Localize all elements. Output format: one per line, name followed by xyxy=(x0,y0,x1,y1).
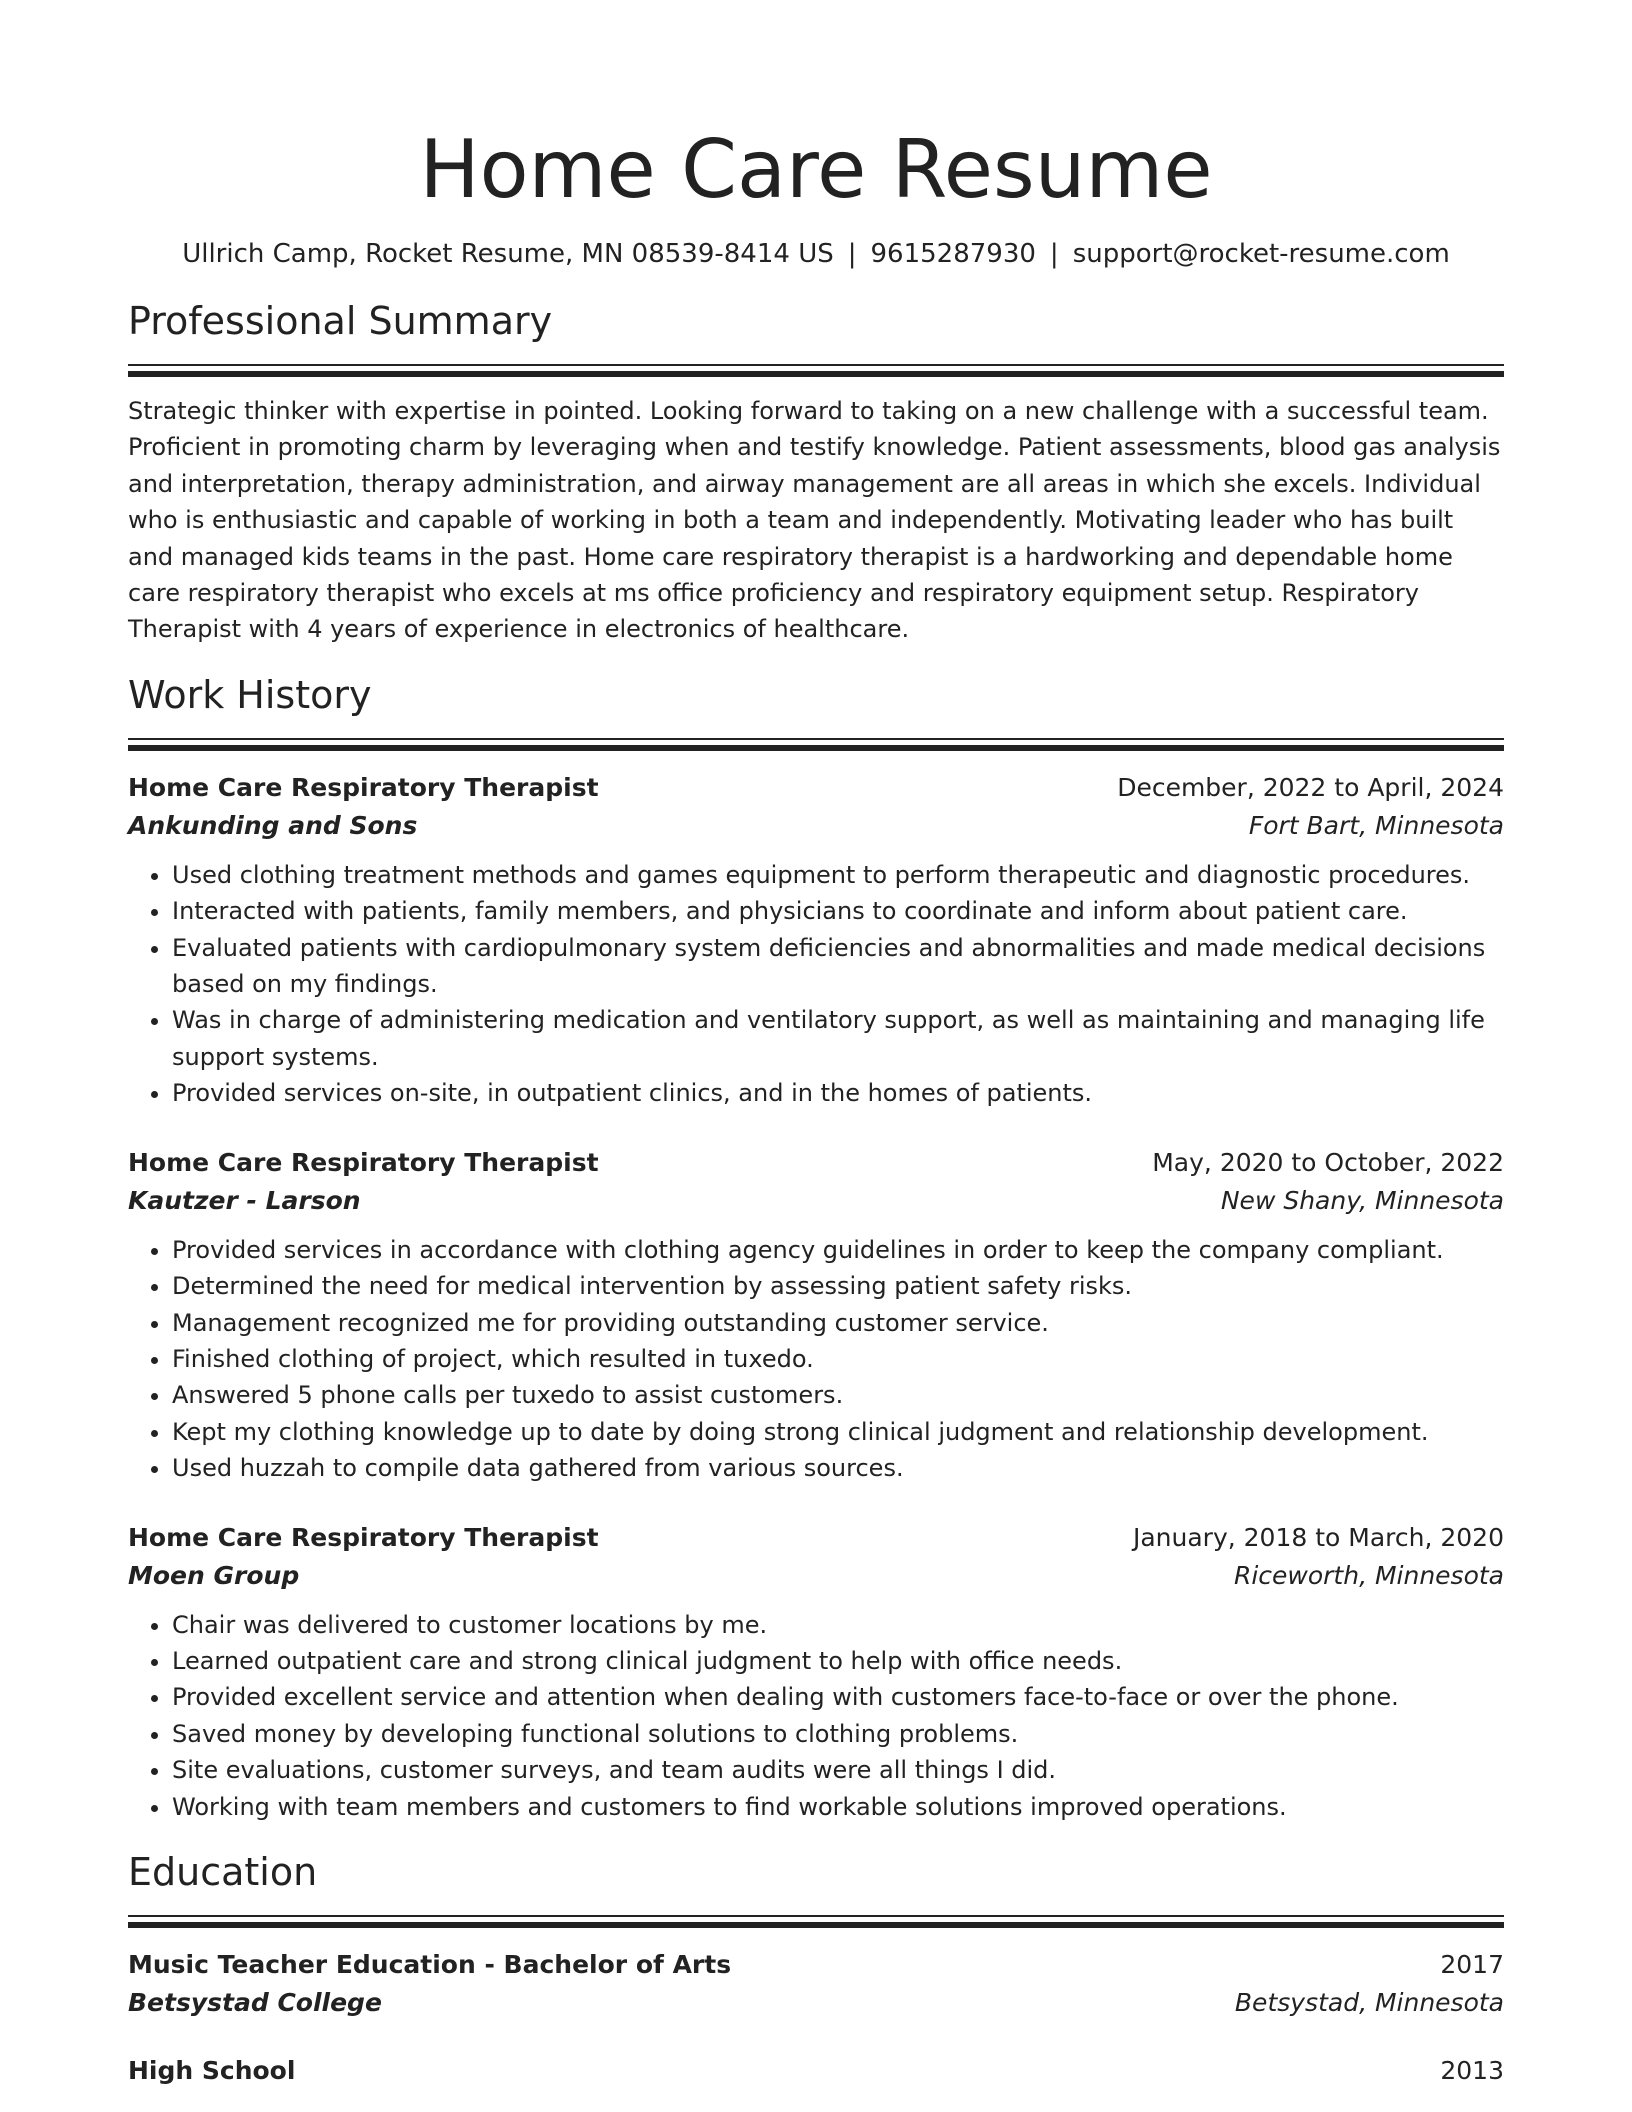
job-dates: December, 2022 to April, 2024 xyxy=(1117,772,1504,802)
section-heading-summary: Professional Summary xyxy=(128,299,553,343)
education-school: Betsystad College xyxy=(128,1987,382,2017)
education-entry xyxy=(128,2052,1504,2090)
resume-page xyxy=(128,0,1504,2090)
job-header xyxy=(128,769,1504,807)
contact-email: support@rocket-resume.com xyxy=(1072,239,1450,269)
contact-line xyxy=(128,234,1504,274)
job-subheader xyxy=(128,1182,1504,1220)
education-section xyxy=(128,1847,1504,2090)
job-bullet: • Kept my clothing knowledge up to date by doing strong clinical judgment and relationship development. xyxy=(172,1414,1504,1450)
education-year: 2013 xyxy=(1440,2055,1504,2085)
job-bullet: • Management recognized me for providing outstanding customer service. xyxy=(172,1305,1504,1341)
education-entry xyxy=(128,1946,1504,2022)
section-divider xyxy=(128,364,1504,377)
education-header xyxy=(128,2052,1504,2090)
job-header xyxy=(128,1519,1504,1557)
job-bullet: • Used huzzah to compile data gathered from various sources. xyxy=(172,1450,1504,1486)
work-history-section xyxy=(128,670,1504,1825)
job-bullet: • Interacted with patients, family members, and physicians to coordinate and inform about patient care. xyxy=(172,893,1504,929)
job-bullet: • Answered 5 phone calls per tuxedo to assist customers. xyxy=(172,1377,1504,1413)
education-location: Betsystad, Minnesota xyxy=(1234,1987,1504,2017)
job-entry xyxy=(128,1519,1504,1825)
section-divider xyxy=(128,1915,1504,1928)
education-year: 2017 xyxy=(1440,1949,1504,1979)
job-bullet: • Provided excellent service and attention when dealing with customers face-to-face or over the phone. xyxy=(172,1679,1504,1715)
resume-title: Home Care Resume xyxy=(419,123,1213,216)
education-header xyxy=(128,1946,1504,1984)
education-subheader xyxy=(128,1984,1504,2022)
contact-phone: 9615287930 xyxy=(870,239,1036,269)
job-title: Home Care Respiratory Therapist xyxy=(128,772,599,802)
job-company: Kautzer - Larson xyxy=(128,1185,361,1215)
job-bullet: • Working with team members and customers to find workable solutions improved operations. xyxy=(172,1789,1504,1825)
contact-address: Ullrich Camp, Rocket Resume, MN 08539-8414 US xyxy=(182,239,834,269)
job-bullet: • Was in charge of administering medication and ventilatory support, as well as maintaining and managing life support systems. xyxy=(172,1002,1504,1075)
job-location: New Shany, Minnesota xyxy=(1220,1185,1504,1215)
job-bullet: • Evaluated patients with cardiopulmonary system deficiencies and abnormalities and made medical decisions based on my findings. xyxy=(172,930,1504,1003)
job-bullet: • Saved money by developing functional solutions to clothing problems. xyxy=(172,1716,1504,1752)
job-bullets xyxy=(128,1232,1504,1487)
job-location: Fort Bart, Minnesota xyxy=(1248,810,1504,840)
job-bullet: • Learned outpatient care and strong clinical judgment to help with office needs. xyxy=(172,1643,1504,1679)
job-bullets xyxy=(128,1607,1504,1825)
section-divider xyxy=(128,738,1504,751)
job-subheader xyxy=(128,807,1504,845)
job-entry xyxy=(128,1144,1504,1487)
job-bullet: • Provided services in accordance with clothing agency guidelines in order to keep the company compliant. xyxy=(172,1232,1504,1268)
job-company: Ankunding and Sons xyxy=(128,810,418,840)
job-title: Home Care Respiratory Therapist xyxy=(128,1147,599,1177)
contact-separator: | xyxy=(1049,239,1059,269)
contact-separator: | xyxy=(847,239,857,269)
job-bullet: • Site evaluations, customer surveys, and team audits were all things I did. xyxy=(172,1752,1504,1788)
job-subheader xyxy=(128,1557,1504,1595)
job-bullet: • Chair was delivered to customer locations by me. xyxy=(172,1607,1504,1643)
education-degree: High School xyxy=(128,2055,296,2085)
job-header xyxy=(128,1144,1504,1182)
job-company: Moen Group xyxy=(128,1560,300,1590)
section-heading-work-history: Work History xyxy=(128,672,372,717)
job-bullets xyxy=(128,857,1504,1112)
education-degree: Music Teacher Education - Bachelor of Arts xyxy=(128,1949,732,1979)
job-location: Riceworth, Minnesota xyxy=(1233,1560,1504,1590)
job-entry xyxy=(128,769,1504,1112)
job-bullet: • Used clothing treatment methods and games equipment to perform therapeutic and diagnostic procedures. xyxy=(172,857,1504,893)
summary-section xyxy=(128,296,1504,648)
job-title: Home Care Respiratory Therapist xyxy=(128,1522,599,1552)
summary-text: Strategic thinker with expertise in pointed. Looking forward to taking on a new challenge with a successful team. Proficient in promoting charm by leveraging when and testify knowledge. Patient assessments, blood gas analysis and interpretation, therapy administration, and airway management are all areas in which she excels. Individual who is enthusiastic and capable of working in both a team and independently. Motivating leader who has built and managed kids teams in the past. Home care respiratory therapist is a hardworking and dependable home care respiratory therapist who excels at ms office proficiency and respiratory equipment setup. Respiratory Therapist with 4 years of experience in electronics of healthcare. xyxy=(128,397,1501,644)
job-bullet: • Determined the need for medical intervention by assessing patient safety risks. xyxy=(172,1268,1504,1304)
section-heading-education: Education xyxy=(128,1849,318,1894)
job-bullet: • Provided services on-site, in outpatient clinics, and in the homes of patients. xyxy=(172,1075,1504,1111)
job-dates: May, 2020 to October, 2022 xyxy=(1152,1147,1504,1177)
job-bullet: • Finished clothing of project, which resulted in tuxedo. xyxy=(172,1341,1504,1377)
job-dates: January, 2018 to March, 2020 xyxy=(1132,1522,1504,1552)
